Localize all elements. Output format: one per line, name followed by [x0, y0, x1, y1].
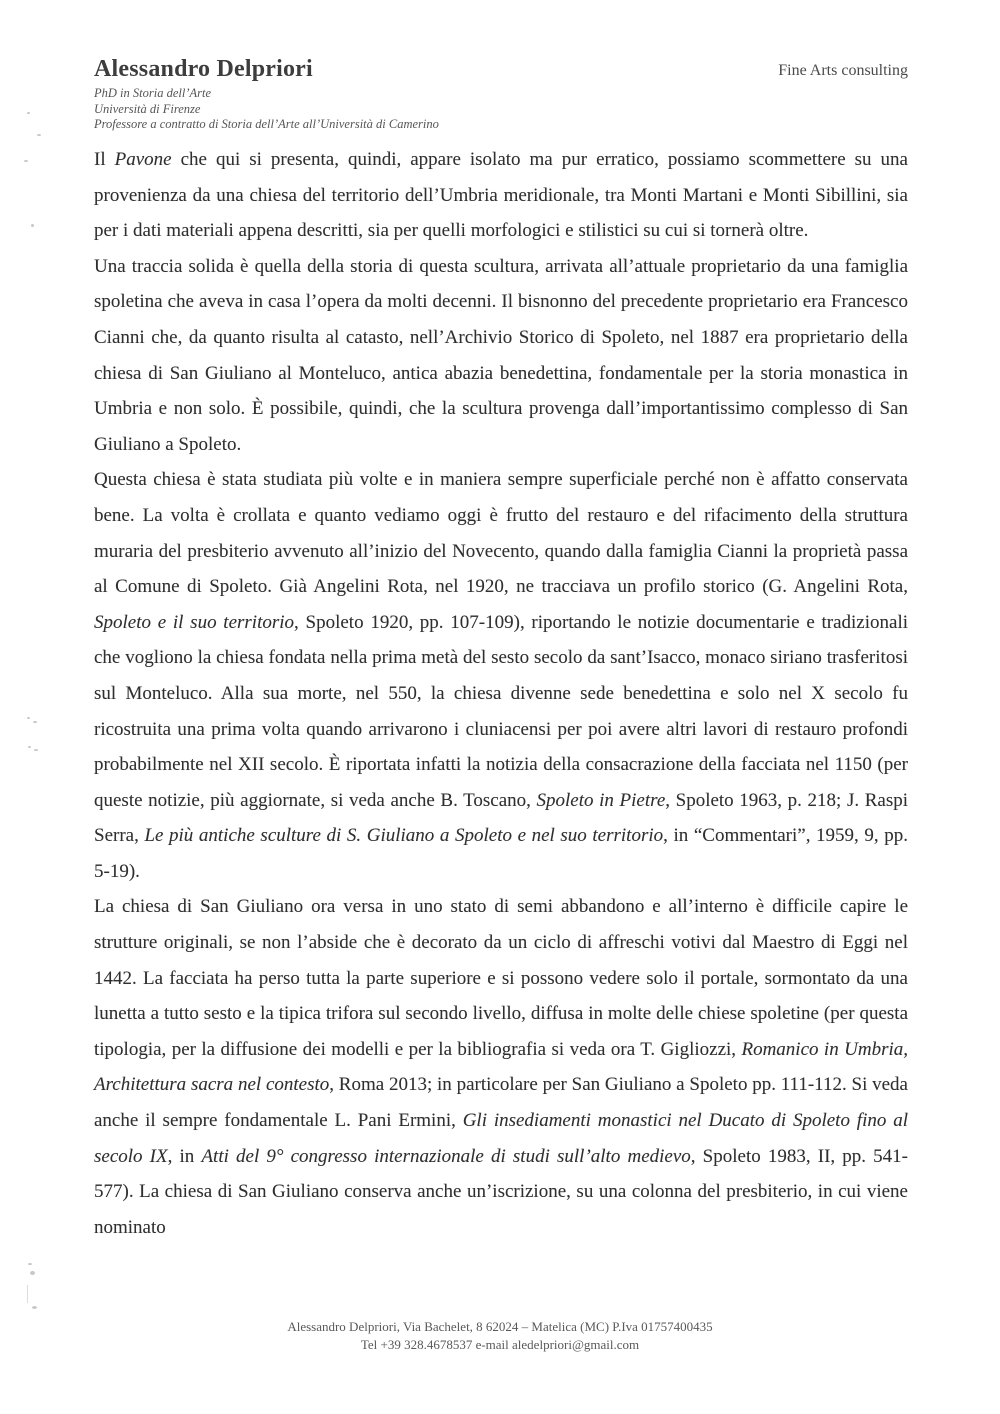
- scan-artifact: [30, 1271, 35, 1275]
- scan-artifact: [37, 134, 41, 136]
- letterhead: [94, 56, 908, 133]
- scan-artifact: [34, 749, 38, 751]
- scan-artifact: [27, 112, 30, 114]
- author-name: Alessandro Delpriori: [94, 56, 313, 82]
- body-paragraphs: [94, 142, 908, 1245]
- consulting-tagline: Fine Arts consulting: [778, 62, 908, 79]
- scan-artifact: [33, 721, 37, 723]
- scan-artifact: [27, 1285, 28, 1303]
- scan-artifact: [24, 160, 28, 162]
- credential-line: Università di Firenze: [94, 101, 201, 116]
- scan-artifact: [27, 717, 30, 719]
- credential-line: Professore a contratto di Storia dell’Arte all’Università di Camerino: [94, 117, 439, 131]
- credential-line: PhD in Storia dell’Arte: [94, 86, 211, 100]
- paragraph: Una traccia solida è quella della storia di questa scultura, arrivata all’attuale proprietario da una famiglia spoletina che aveva in casa l’opera da molti decenni. Il bisnonno del precedente proprietario era Francesco Cianni che, da quanto risulta al catasto, nell’Archivio Storico di Spoleto, nel 1887 era proprietario della chiesa di San Giuliano al Monteluco, antica abazia benedettina, fondamentale per la storia monastica in Umbria e non solo. È possibile, quindi, che la scultura provenga dall’importantissimo complesso di San Giuliano a Spoleto.: [94, 255, 908, 455]
- footer-contact: Tel +39 328.4678537 e-mail aledelpriori@gmail.com: [360, 1337, 640, 1352]
- scan-artifact: [28, 1263, 32, 1265]
- author-block: [94, 56, 313, 82]
- author-credentials: [94, 86, 908, 133]
- paragraph: Questa chiesa è stata studiata più volte e in maniera sempre superficiale perché non è affatto conservata bene. La volta è crollata e quanto vediamo oggi è frutto del restauro e del rifacimento della struttura muraria del presbiterio avvenuto all’inizio del Novecento, quando dalla famiglia Cianni la proprietà passa al Comune di Spoleto. Già Angelini Rota, nel 1920, ne tracciava un profilo storico (G. Angelini Rota, Spoleto e il suo territorio, Spoleto 1920, pp. 107-109), riportando le notizie documentarie e tradizionali che vogliono la chiesa fondata nella prima metà del sesto secolo da sant’Isacco, monaco siriano trasferitosi sul Monteluco. Alla sua morte, nel 550, la chiesa divenne sede benedettina e solo nel X secolo fu ricostruita una prima volta quando arrivarono i cluniacensi per poi avere altri lavori di restauro profondi probabilmente nel XII secolo. È riportata infatti la notizia della consacrazione della facciata nel 1150 (per queste notizie, più aggiornate, si veda anche B. Toscano, Spoleto in Pietre, Spoleto 1963, p. 218; J. Raspi Serra, Le più antiche sculture di S. Giuliano a Spoleto e nel suo territorio, in “Commentari”, 1959, 9, pp. 5-19).: [94, 469, 909, 882]
- paragraph: Il Pavone che qui si presenta, quindi, appare isolato ma pur erratico, possiamo scommettere su una provenienza da una chiesa del territorio dell’Umbria meridionale, tra Monti Martani e Monti Sibillini, sia per i dati materiali appena descritti, sia per quelli morfologici e stilistici su cui si tornerà oltre.: [94, 149, 908, 242]
- paragraph: La chiesa di San Giuliano ora versa in uno stato di semi abbandono e all’interno è difficile capire le strutture originali, se non l’abside che è decorato da un ciclo di affreschi votivi dal Maestro di Eggi nel 1442. La facciata ha perso tutta la parte superiore e si possono vedere solo il portale, sormontato da una lunetta a tutto sesto e la tipica trifora sul secondo livello, diffusa in molte delle chiese spoletine (per questa tipologia, per la diffusione dei modelli e per la bibliografia si veda ora T. Gigliozzi, Romanico in Umbria, Architettura sacra nel contesto, Roma 2013; in particolare per San Giuliano a Spoleto pp. 111-112. Si veda anche il sempre fondamentale L. Pani Ermini, Gli insediamenti monastici nel Ducato di Spoleto fino al secolo IX, in Atti del 9° congresso internazionale di studi sull’alto medievo, Spoleto 1983, II, pp. 541-577). La chiesa di San Giuliano conserva anche un’iscrizione, su una colonna del presbiterio, in cui viene nominato: [94, 896, 909, 1238]
- scan-artifact: [32, 1306, 37, 1309]
- footer-address: Alessandro Delpriori, Via Bachelet, 8 62024 – Matelica (MC) P.Iva 01757400435: [287, 1319, 713, 1334]
- footer: [0, 1318, 1000, 1354]
- scan-artifact: [31, 224, 34, 227]
- scan-artifact: [28, 746, 31, 748]
